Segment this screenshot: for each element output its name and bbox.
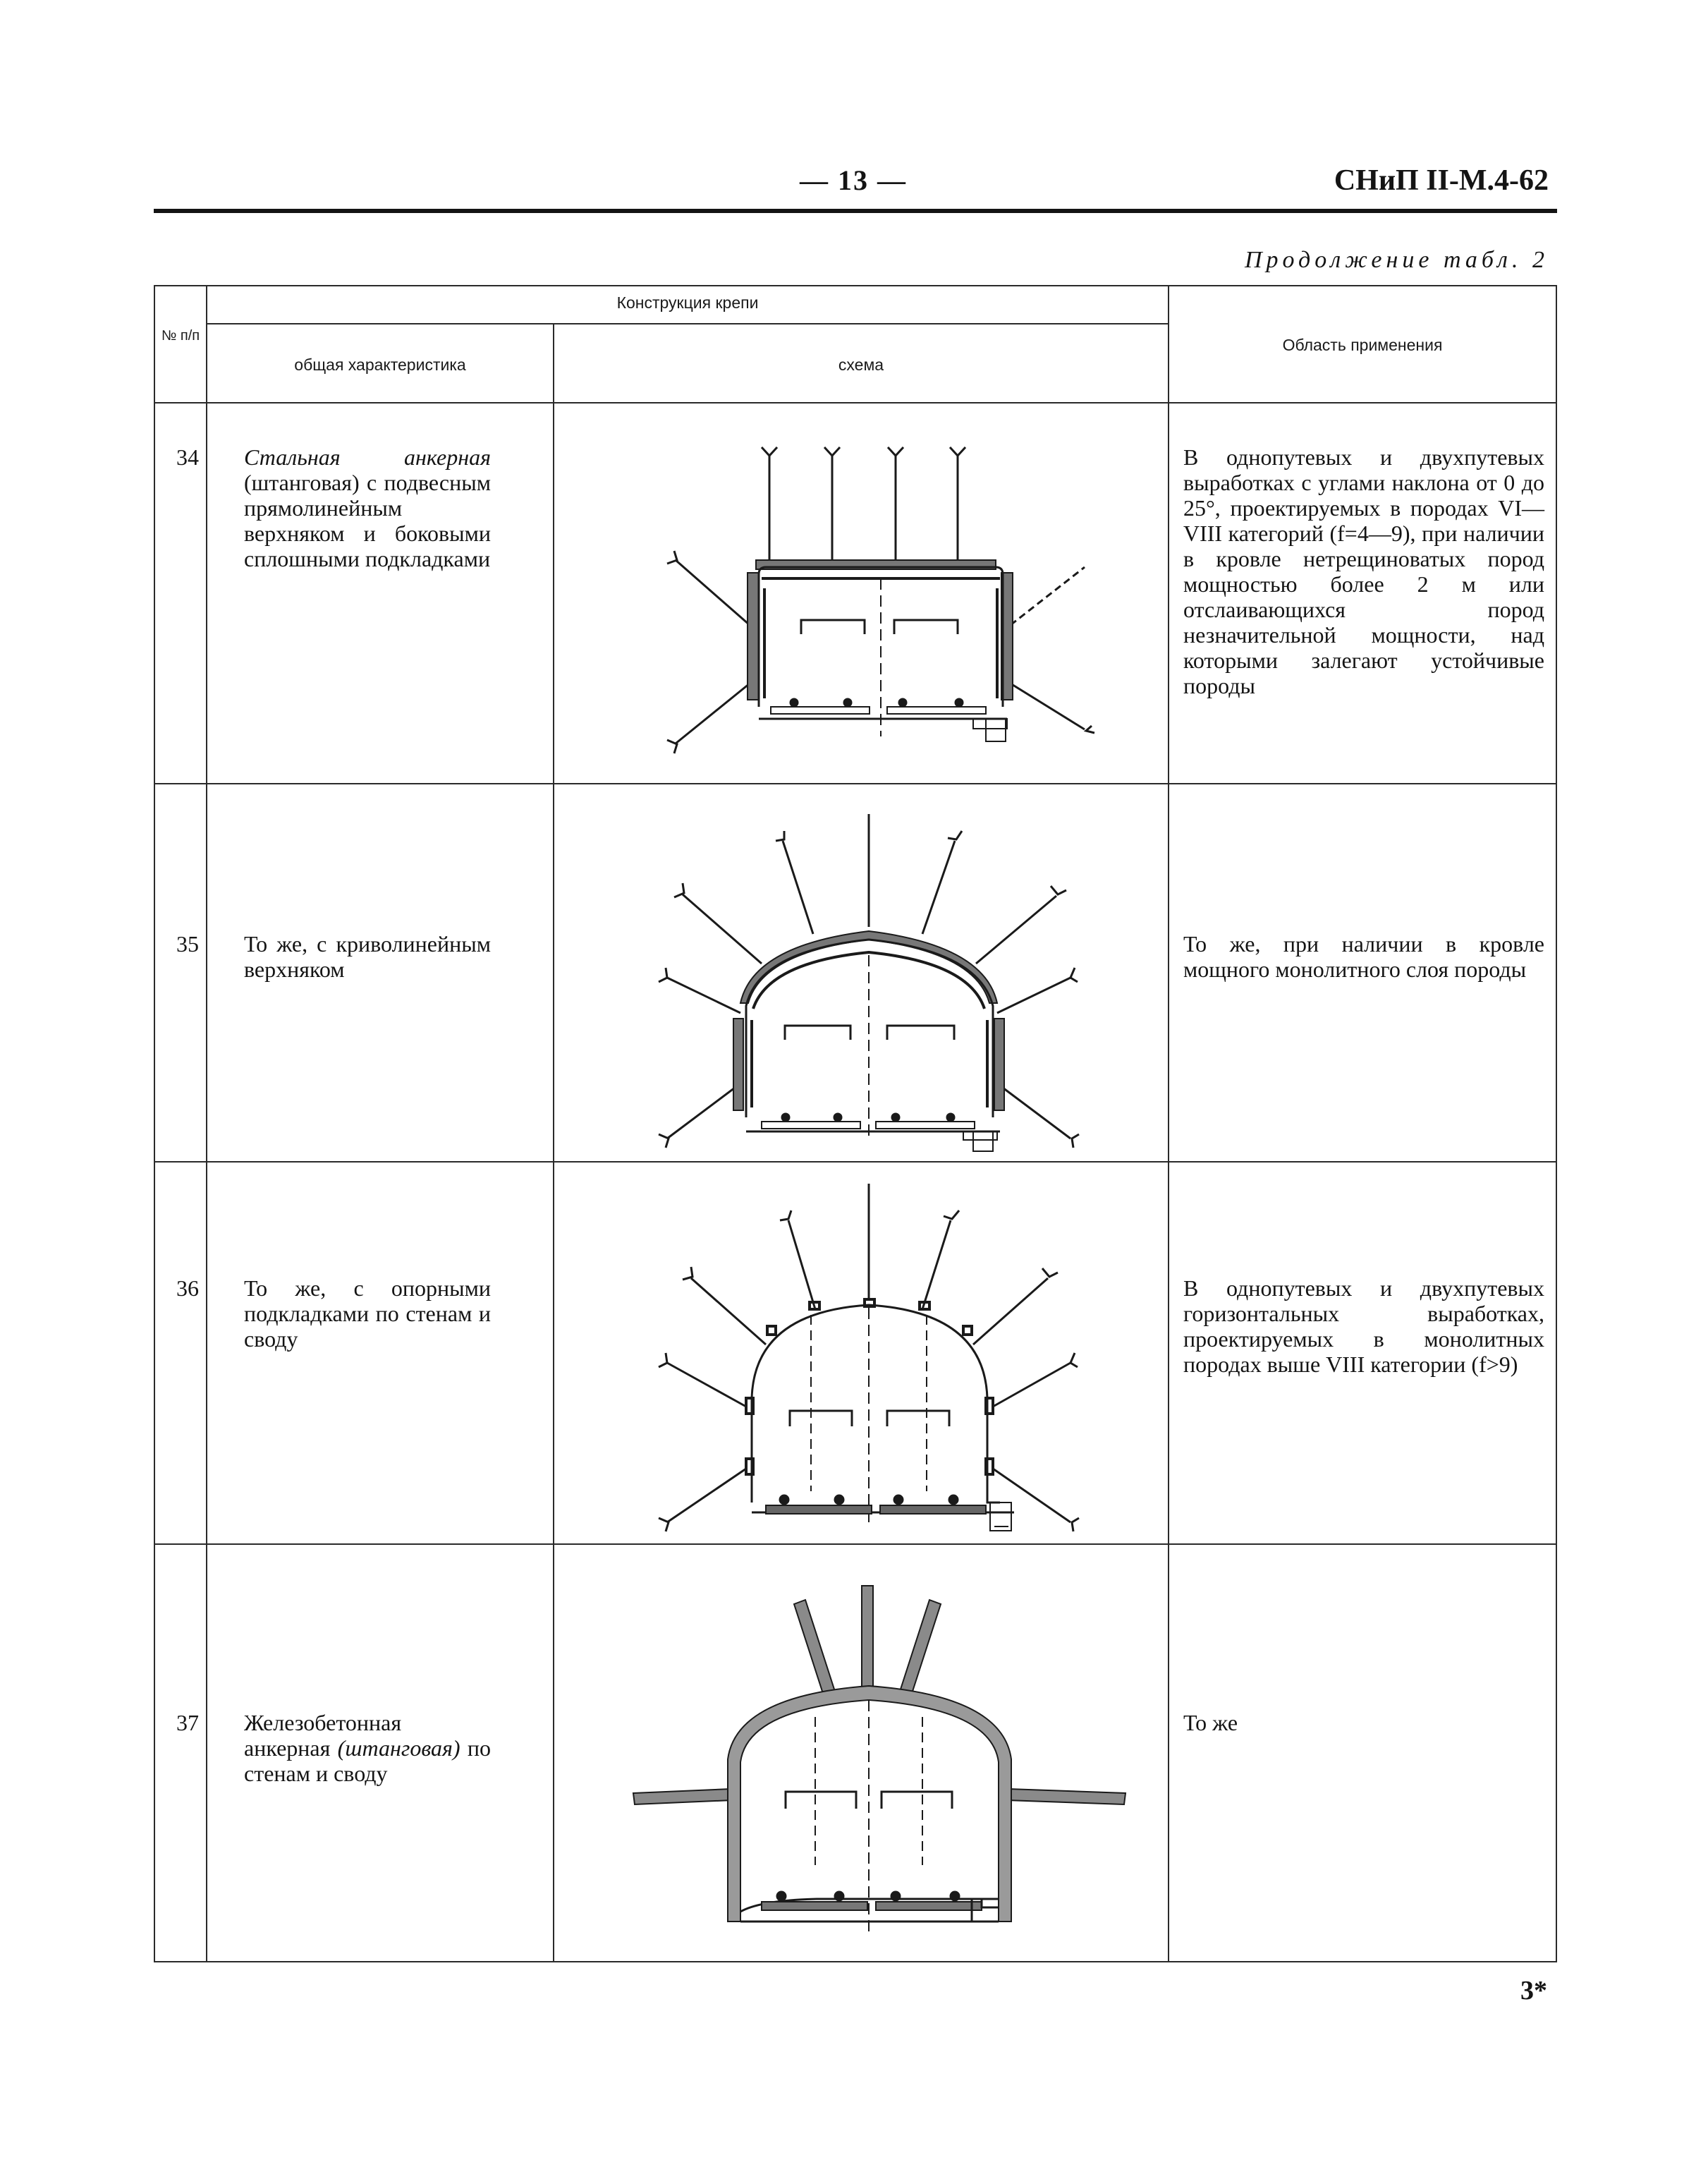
header-area: Область применения [1282, 336, 1443, 354]
row-35-application: То же, при наличии в кровле мощного монолитного слоя породы [1183, 931, 1544, 982]
tunnel-outline [752, 1305, 1014, 1526]
rails-sleepers [771, 699, 986, 714]
table-bottom-border [154, 1961, 1557, 1962]
row-37-description-b: по стенам и своду [244, 1735, 492, 1786]
rails-sleepers [762, 1892, 982, 1910]
row-36-application: В однопутевых и двухпутевых горизонтальных выработках, проектируемых в монолитных породах выше VIII категории (f>9) [1183, 1275, 1544, 1377]
support-table [154, 285, 1557, 1962]
table-right-border [1556, 285, 1557, 1962]
scheme-37-reinforced-concrete-anchor [577, 1555, 1155, 1950]
scheme-34-flat-cap-anchor [577, 440, 1155, 772]
row-36-number: 36 [176, 1275, 199, 1301]
anchor-rods-roof [683, 1184, 1058, 1344]
row-divider [154, 783, 1557, 784]
scheme-36-plates-walls-vault [577, 1174, 1155, 1541]
header-num: № п/п [161, 328, 200, 344]
anchor-rods-roof [674, 814, 1066, 964]
drainage-ditch [973, 719, 1007, 741]
row-34-number: 34 [176, 444, 199, 470]
header-bottom-rule [154, 402, 1557, 403]
table-left-border [154, 285, 155, 1962]
row-35-description: То же, с криволинейным верхняком [244, 931, 491, 982]
rails-sleepers [766, 1495, 986, 1514]
row-divider [154, 1161, 1557, 1163]
col-divider-general [553, 323, 554, 1962]
page-number: — 13 — [800, 164, 907, 196]
col-divider-scheme [1168, 285, 1169, 1962]
scheme-35-curved-cap-anchor [577, 807, 1155, 1153]
header-subrule [206, 323, 1169, 324]
row-35-number: 35 [176, 931, 199, 957]
row-37-description-italic: (штанговая) [337, 1735, 460, 1761]
table-continuation-caption: Продолжение табл. 2 [1244, 247, 1549, 273]
row-34-description-italic: Стальная анкерная [244, 444, 491, 470]
header-construction: Конструкция крепи [616, 293, 759, 312]
row-36-description: То же, с опорными подкладками по стенам и своду [244, 1275, 491, 1352]
drainage-ditch [963, 1131, 997, 1151]
header-general: общая характеристика [294, 356, 466, 374]
header-scheme: схема [838, 356, 884, 374]
row-37-description [244, 1710, 491, 1786]
drainage-ditch [990, 1503, 1011, 1531]
header-rule [154, 209, 1557, 213]
row-37-description-a: Железобетонная анкерная [244, 1710, 402, 1761]
row-divider [154, 1543, 1557, 1545]
row-34-description-rest: (штанговая) с подвесным прямолинейным верхняком и боковыми сплошными подкладками [244, 470, 491, 571]
row-37-number: 37 [176, 1710, 199, 1735]
signature-mark: 3* [1520, 1976, 1547, 2005]
table-top-border [154, 285, 1557, 286]
row-37-application: То же [1183, 1710, 1238, 1735]
document-code: СНиП II-М.4-62 [1334, 164, 1549, 197]
row-34-application: В однопутевых и двухпутевых выработках с углами наклона от 0 до 25°, проектируемых в породах VI—VIII категорий (f=4—9), при наличии в кровле нетрещиноватых пород мощностью более 2 м или отслаивающихся пород незначительной мощности, над которыми залегают устойчивые породы [1183, 444, 1544, 698]
tunnel-outline [759, 567, 1007, 736]
anchor-rods-roof [762, 447, 965, 560]
train-outline [801, 620, 958, 634]
row-34-description [244, 444, 491, 571]
